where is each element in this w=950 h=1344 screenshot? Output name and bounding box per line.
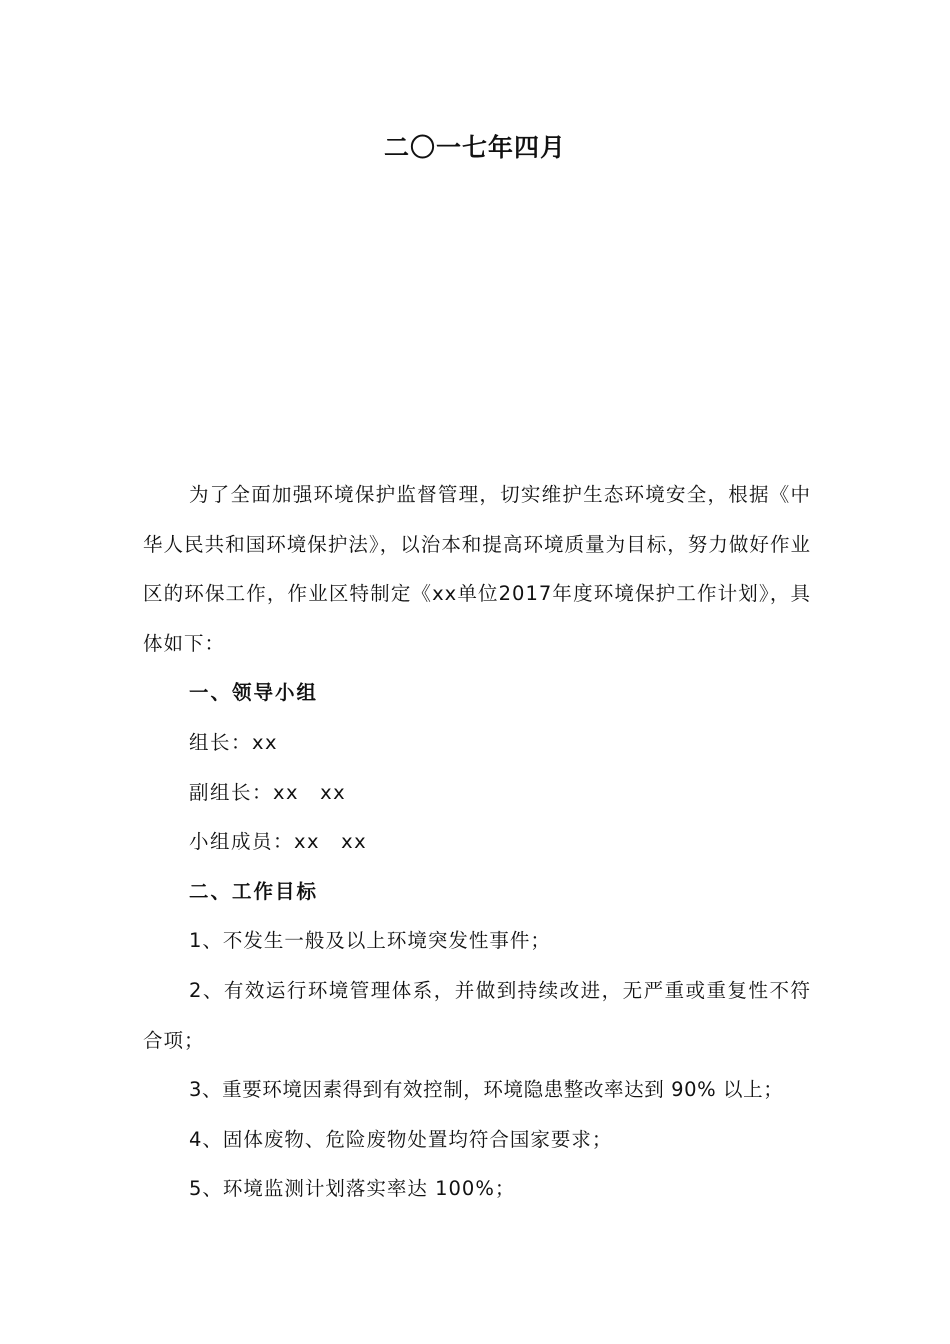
deputy-leader-line: 副组长：xx xx <box>189 780 347 804</box>
goal-item-3: 3、重要环境因素得到有效控制，环境隐患整改率达到 90% 以上； <box>189 1078 784 1102</box>
goal-item-2: 2、有效运行环境管理体系，并做到持续改进，无严重或重复性不符合项； <box>143 978 811 1052</box>
goal-item-5: 5、环境监测计划落实率达 100%； <box>189 1177 516 1201</box>
leader-line: 组长：xx <box>189 730 279 754</box>
document-body <box>143 470 811 1214</box>
intro-paragraph: 为了全面加强环境保护监督管理，切实维护生态环境安全，根据《中华人民共和国环境保护法》，以治本和提高环境质量为目标，努力做好作业区的环保工作，作业区特制定《xx单位2017年度环境保护工作计划》，具体如下： <box>143 483 811 655</box>
goal-item-4: 4、固体废物、危险废物处置均符合国家要求； <box>189 1127 613 1151</box>
members-line: 小组成员：xx xx <box>189 830 368 854</box>
section-heading-leadership: 一、领导小组 <box>189 681 319 705</box>
section-heading-goals: 二、工作目标 <box>189 879 319 903</box>
goal-item-1: 1、不发生一般及以上环境突发性事件； <box>189 929 551 953</box>
cover-date: 二〇一七年四月 <box>383 133 566 162</box>
